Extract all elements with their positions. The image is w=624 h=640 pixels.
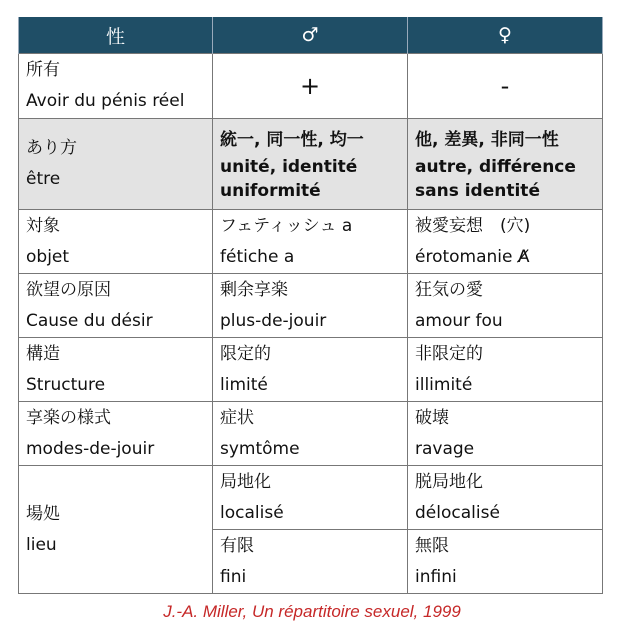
male-cell [213, 274, 408, 338]
comparison-table [18, 17, 603, 594]
label-ja: あり方 [26, 138, 77, 158]
row-structure [19, 338, 603, 402]
female-ja: 無限 [415, 535, 449, 556]
female-cell [408, 466, 603, 530]
header-male-symbol: ♂ [213, 17, 408, 54]
male-fr: localisé [220, 502, 284, 523]
label-fr: lieu [26, 534, 57, 555]
female-cell [408, 119, 603, 210]
header-female-symbol: ♀ [408, 17, 603, 54]
label-fr: être [26, 169, 61, 189]
label-ja: 対象 [26, 215, 60, 236]
label-fr: Cause du désir [26, 310, 153, 331]
label-fr: modes-de-jouir [26, 438, 155, 459]
female-ja: 狂気の愛 [415, 279, 483, 300]
male-ja: フェティッシュ a [220, 215, 353, 236]
female-cell [408, 54, 603, 119]
label-fr: Avoir du pénis réel [26, 91, 185, 111]
male-ja: 有限 [220, 535, 254, 556]
female-fr: illimité [415, 374, 473, 395]
row-modes-de-jouir [19, 402, 603, 466]
header-sex: 性 [19, 17, 213, 54]
row-label [19, 338, 213, 402]
row-label [19, 466, 213, 594]
header-row [19, 17, 603, 54]
female-ja: 破壊 [415, 407, 449, 428]
row-label [19, 210, 213, 274]
row-label [19, 119, 213, 210]
comparison-table-wrapper [18, 17, 602, 594]
minus-sign: - [500, 71, 510, 100]
male-cell [213, 466, 408, 530]
female-ja: 他, 差異, 非同一性 [415, 130, 559, 150]
plus-sign: + [299, 71, 321, 100]
label-fr: Structure [26, 374, 106, 395]
male-ja: 限定的 [220, 343, 271, 364]
male-fr-1: unité, identité [220, 157, 358, 177]
male-ja: 剰余享楽 [220, 279, 288, 300]
row-avoir [19, 54, 603, 119]
male-fr: plus-de-jouir [220, 310, 327, 331]
label-ja: 欲望の原因 [26, 279, 111, 300]
row-lieu-localise [19, 466, 603, 530]
male-ja: 局地化 [220, 471, 271, 492]
male-ja: 症状 [220, 407, 254, 428]
label-ja: 所有 [26, 60, 60, 80]
label-ja: 場処 [26, 503, 60, 524]
female-fr: infini [415, 566, 457, 587]
female-fr: érotomanie A̸ [415, 246, 530, 267]
female-fr-1: autre, différence [415, 157, 576, 177]
row-etre [19, 119, 603, 210]
male-fr: limité [220, 374, 268, 395]
female-cell [408, 402, 603, 466]
male-cell [213, 402, 408, 466]
label-ja: 構造 [26, 343, 60, 364]
male-cell [213, 210, 408, 274]
row-objet [19, 210, 603, 274]
citation-caption: J.-A. Miller, Un répartitoire sexuel, 1999 [163, 602, 461, 621]
male-cell [213, 119, 408, 210]
male-fr: fini [220, 566, 247, 587]
row-label [19, 274, 213, 338]
female-cell [408, 530, 603, 594]
female-cell [408, 338, 603, 402]
male-fr-2: uniformité [220, 181, 321, 201]
female-fr: amour fou [415, 310, 503, 331]
row-label [19, 54, 213, 119]
female-ja: 脱局地化 [415, 471, 483, 492]
female-fr-2: sans identité [415, 181, 540, 201]
row-cause-du-desir [19, 274, 603, 338]
male-cell [213, 54, 408, 119]
female-fr: délocalisé [415, 502, 500, 523]
label-fr: objet [26, 246, 70, 267]
label-ja: 享楽の様式 [26, 407, 111, 428]
male-cell [213, 530, 408, 594]
row-label [19, 402, 213, 466]
male-ja: 統一, 同一性, 均一 [220, 130, 364, 150]
female-ja: 被愛妄想 (穴) [415, 215, 531, 236]
male-cell [213, 338, 408, 402]
male-fr: symtôme [220, 438, 300, 459]
female-cell [408, 274, 603, 338]
male-fr: fétiche a [220, 246, 295, 267]
female-cell [408, 210, 603, 274]
female-ja: 非限定的 [415, 343, 483, 364]
female-fr: ravage [415, 438, 475, 459]
